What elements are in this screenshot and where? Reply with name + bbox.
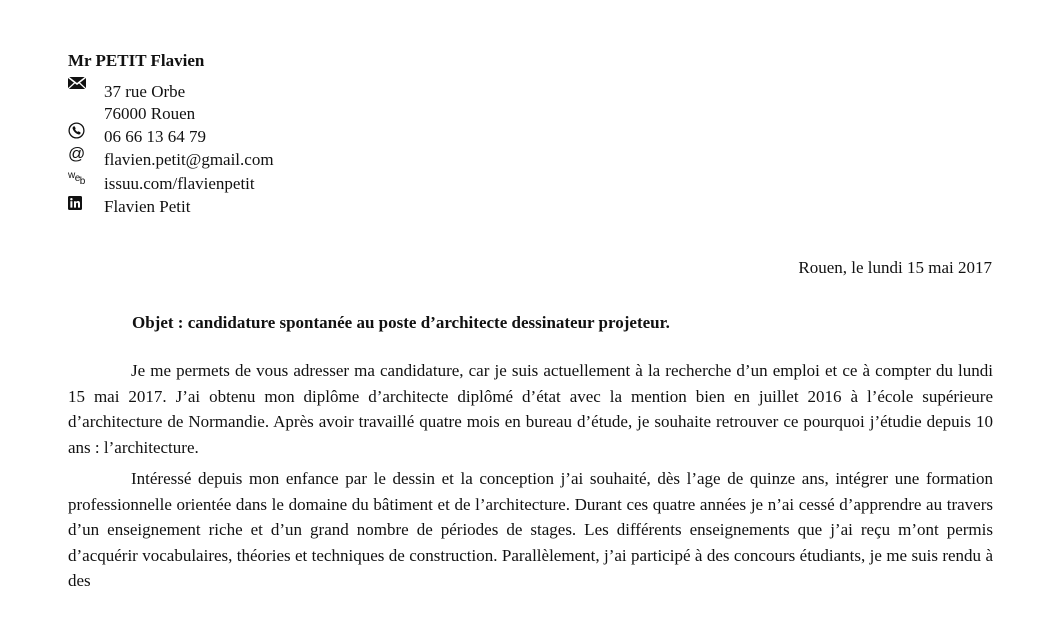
- letter-subject: Objet : candidature spontanée au poste d’architecte dessinateur projeteur.: [132, 313, 670, 332]
- email-address: flavien.petit@gmail.com: [104, 150, 274, 169]
- sender-name: Mr PETIT Flavien: [68, 51, 205, 70]
- web-icon-w: w: [68, 170, 75, 181]
- at-icon: @: [68, 144, 86, 163]
- letter-date: Rouen, le lundi 15 mai 2017: [798, 258, 992, 277]
- address-line-1: 37 rue Orbe: [104, 82, 186, 101]
- web-icon: [68, 170, 88, 186]
- phone-icon: [68, 122, 88, 138]
- address-line-2: 76000 Rouen: [104, 104, 196, 123]
- envelope-icon: [68, 77, 88, 93]
- website-url: issuu.com/flavienpetit: [104, 174, 255, 193]
- web-icon-e: e: [74, 173, 80, 184]
- phone-number: 06 66 13 64 79: [104, 127, 206, 146]
- linkedin-icon: [68, 196, 88, 212]
- body-paragraph-2: Intéressé depuis mon enfance par le dessin et la conception j’ai souhaité, dès l’age de quinze ans, intégrer une formation professionnelle orientée dans le domaine du bâtiment et de l’architecture. Durant ces quatre années je n’ai cessé d’apprendre au travers d’un enseignement riche et d’un grand nombre de périodes de stages. Les différents enseignements que j’ai reçu m’ont permis d’acquérir vocabulaires, théories et techniques de construction. Parallèlement, j’ai participé à des concours étudiants, je me suis rendu à des: [68, 469, 993, 590]
- web-icon-b: b: [79, 176, 85, 187]
- linkedin-name: Flavien Petit: [104, 197, 191, 216]
- body-paragraph-1: Je me permets de vous adresser ma candidature, car je suis actuellement à la recherche d’un emploi et ce à compter du lundi 15 mai 2017. J’ai obtenu mon diplôme d’architecte diplômé d’état avec la mention bien en juillet 2016 à l’école supérieure d’architecture de Normandie. Après avoir travaillé quatre mois en bureau d’étude, je souhaite retrouver ce pourquoi j’étudie depuis 10 ans : l’architecture.: [68, 361, 993, 457]
